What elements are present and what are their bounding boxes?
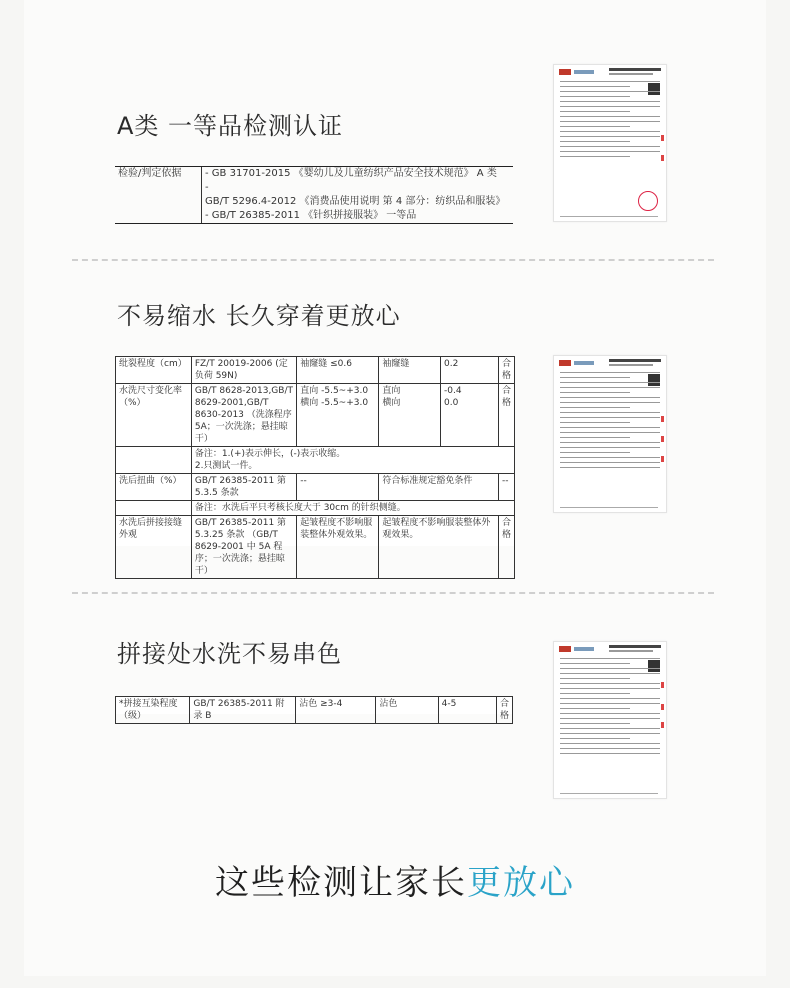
test-position: 沾色 — [376, 697, 438, 724]
test-item: 水洗尺寸变化率（%） — [116, 384, 192, 447]
table-row — [116, 697, 513, 724]
table-note-row — [116, 447, 515, 474]
color-bleed-table — [115, 696, 513, 721]
test-item: *拼接互染程度（级） — [116, 697, 190, 724]
standard-row: - GB/T 5296.4-2012 《消费品使用说明 第 4 部分：纺织品和服装》 — [202, 181, 514, 209]
standard-text: GB/T 26385-2011 《针织拼接服装》 一等品 — [211, 210, 417, 221]
section-divider — [72, 592, 714, 594]
test-result: 0.2 — [440, 357, 498, 384]
test-standard: GB/T 26385-2011 第 5.3.25 条款 （GB/T 8629-2001 中 5A 程序；一次洗涤；悬挂晾干） — [191, 516, 296, 579]
test-standard: GB/T 26385-2011 附录 B — [190, 697, 296, 724]
standard-text: GB/T 5296.4-2012 《消费品使用说明 第 4 部分：纺织品和服装》 — [205, 196, 506, 207]
verdict: 合格 — [496, 697, 512, 724]
verdict: -- — [498, 474, 514, 501]
table-note: 备注：1.(+)表示伸长，(-)表示收缩。 2.只测试一件。 — [191, 447, 514, 474]
test-result: -0.4 0.0 — [440, 384, 498, 447]
test-position: 袖窿缝 — [379, 357, 441, 384]
standard-text: GB 31701-2015 《婴幼儿及儿童纺织产品安全技术规范》 A 类 — [211, 168, 497, 179]
standards-table — [115, 166, 513, 224]
table-row — [116, 474, 515, 501]
section-divider — [72, 259, 714, 261]
test-result: 起皱程度不影响服装整体外观效果。 — [379, 516, 499, 579]
test-item: 水洗后拼接接缝外观 — [116, 516, 192, 579]
inspection-stamp-icon — [638, 191, 658, 211]
table-row — [116, 384, 515, 447]
test-item: 洗后扭曲（%） — [116, 474, 192, 501]
test-standard: GB/T 26385-2011 第 5.3.5 条款 — [191, 474, 296, 501]
standards-label: 检验/判定依据 — [118, 168, 182, 179]
table-row — [116, 516, 515, 579]
test-item: 纰裂程度（cm） — [116, 357, 192, 384]
test-standard: GB/T 8628-2013,GB/T 8629-2001,GB/T 8630-2013 （洗涤程序 5A；一次洗涤；悬挂晾干） — [191, 384, 296, 447]
test-standard: FZ/T 20019-2006 (定负荷 59N) — [191, 357, 296, 384]
wash-test-table — [115, 356, 515, 576]
tagline-main: 这些检测让家长 — [215, 863, 467, 903]
table-row — [116, 357, 515, 384]
requirement: 袖窿缝 ≤0.6 — [297, 357, 379, 384]
table-note-row — [116, 501, 515, 516]
certificate-thumbnail — [553, 641, 667, 799]
verdict: 合格 — [498, 357, 514, 384]
requirement: 起皱程度不影响服装整体外观效果。 — [297, 516, 379, 579]
standard-row: - GB 31701-2015 《婴幼儿及儿童纺织产品安全技术规范》 A 类 — [202, 167, 514, 181]
requirement: -- — [297, 474, 379, 501]
test-result: 符合标准规定豁免条件 — [379, 474, 499, 501]
section-heading-a-class: A类 一等品检测认证 — [117, 112, 344, 140]
requirement: 直向 -5.5~+3.0 横向 -5.5~+3.0 — [297, 384, 379, 447]
table-note: 备注：水洗后平只考核长度大于 30cm 的针织侧缝。 — [191, 501, 514, 516]
verdict: 合格 — [498, 516, 514, 579]
test-result: 4-5 — [438, 697, 496, 724]
test-position: 直向 横向 — [379, 384, 441, 447]
verdict: 合格 — [498, 384, 514, 447]
section-heading-shrink: 不易缩水 长久穿着更放心 — [117, 302, 401, 330]
tagline-accent: 更放心 — [467, 863, 575, 903]
standard-row: - GB/T 26385-2011 《针织拼接服装》 一等品 — [202, 209, 514, 223]
certificate-thumbnail — [553, 64, 667, 222]
section-heading-color-bleed: 拼接处水洗不易串色 — [117, 640, 342, 668]
certificate-thumbnail — [553, 355, 667, 513]
requirement: 沾色 ≥3-4 — [296, 697, 376, 724]
final-tagline — [0, 855, 790, 904]
